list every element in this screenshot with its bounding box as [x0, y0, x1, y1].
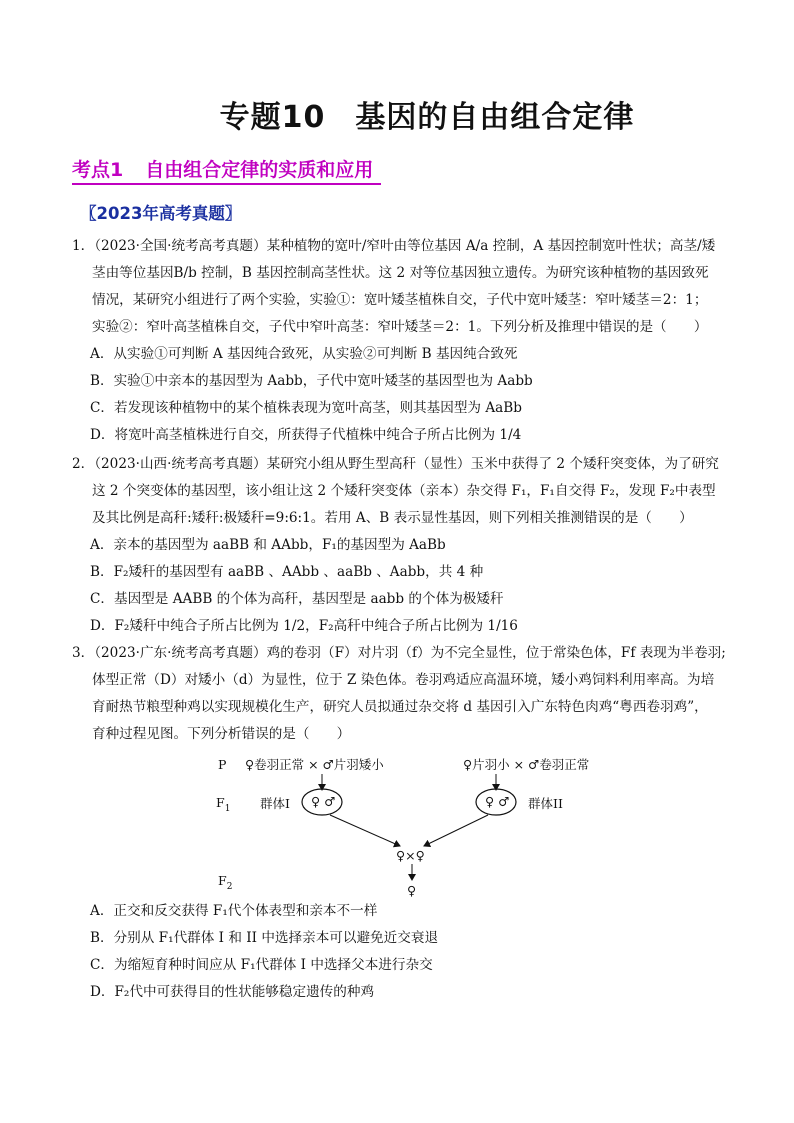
question-3: [72, 640, 732, 748]
question-2: [72, 451, 732, 640]
group-2-label: 群体II: [528, 796, 563, 811]
q3-line-2: 体型正常（D）对矮小（d）为显性，位于 Z 染色体。卷羽鸡适应高温环境，矮小鸡饲料利用率高。为培: [92, 672, 715, 688]
q1-option-c: C．若发现该种植物中的某个植株表现为宽叶高茎，则其基因型为 AaBb: [90, 400, 522, 416]
q1-line-4: 实验②：窄叶高茎植株自交，子代中窄叶高茎：窄叶矮茎＝2：1。下列分析及推理中错误的是（ ）: [92, 319, 708, 335]
p-generation-label: P: [218, 757, 227, 772]
f2-offspring-symbol: ♀: [407, 883, 417, 898]
question-1: [72, 233, 732, 449]
group-1-sexes: ♀ ♂: [311, 794, 336, 809]
question-3-options: [72, 898, 732, 1006]
title-text: 基因的自由组合定律: [355, 100, 635, 135]
q2-option-a: A．亲本的基因型为 aaBB 和 AAbb，F₁的基因型为 AaBb: [90, 537, 446, 553]
group-1-label: 群体I: [260, 796, 290, 811]
kaodian-label: 考点1: [72, 159, 124, 181]
kaodian-text: 自由组合定律的实质和应用: [145, 159, 374, 181]
q1-line-1: 1．（2023·全国·统考高考真题）某种植物的宽叶/窄叶由等位基因 A/a 控制，A 基因控制宽叶性状；高茎/矮: [72, 238, 716, 254]
q2-line-2: 这 2 个突变体的基因型，该小组让这 2 个矮秆突变体（亲本）杂交得 F₁，F₁自交得 F₂，发现 F₂中表型: [92, 483, 716, 499]
q3-option-d: D．F₂代中可获得目的性状能够稳定遗传的种鸡: [90, 984, 375, 1000]
section-title: 〖2023年高考真题〗: [80, 204, 242, 223]
q3-option-c: C．为缩短育种时间应从 F₁代群体 I 中选择父本进行杂交: [90, 957, 433, 973]
q2-option-c: C．基因型是 AABB 的个体为高秆，基因型是 aabb 的个体为极矮秆: [90, 591, 504, 607]
q3-line-4: 育种过程见图。下列分析错误的是（ ）: [92, 726, 351, 742]
group-2-sexes: ♀ ♂: [485, 794, 510, 809]
kaodian-heading: [72, 155, 381, 185]
f2-generation-label: $F_2$: [218, 873, 233, 892]
q2-option-d: D．F₂矮秆中纯合子所占比例为 1/2，F₂高秆中纯合子所占比例为 1/16: [90, 618, 518, 634]
q2-line-3: 及其比例是高秆:矮秆:极矮秆=9:6:1。若用 A、B 表示显性基因，则下列相关推测错误的是（ ）: [92, 510, 693, 526]
arrow-group1-to-f2: [330, 815, 400, 846]
title-number: 专题10: [219, 100, 326, 135]
f1-generation-label: $F_1$: [216, 795, 231, 814]
cross-2-text: ♀片羽小 × ♂卷羽正常: [463, 757, 590, 772]
arrow-group2-to-f2: [424, 815, 488, 846]
q1-line-2: 茎由等位基因B/b 控制，B 基因控制高茎性状。这 2 对等位基因独立遗传。为研究该种植物的基因致死: [92, 265, 709, 281]
q2-option-b: B．F₂矮秆的基因型有 aaBB 、AAbb 、aaBb 、Aabb，共 4 种: [90, 564, 484, 580]
breeding-diagram: [210, 752, 650, 902]
q3-option-b: B．分别从 F₁代群体 I 和 II 中选择亲本可以避免近交衰退: [90, 930, 439, 946]
page-title: [0, 92, 794, 136]
q3-option-a: A．正交和反交获得 F₁代个体表型和亲本不一样: [90, 903, 378, 919]
q3-line-3: 育耐热节粮型种鸡以实现规模化生产，研究人员拟通过杂交将 d 基因引入广东特色肉鸡“粤西卷羽鸡”，: [92, 699, 708, 715]
f1-intercross-text: ♀×♀: [396, 848, 425, 863]
q1-option-d: D．将宽叶高茎植株进行自交，所获得子代植株中纯合子所占比例为 1/4: [90, 427, 522, 443]
q2-line-1: 2．（2023·山西·统考高考真题）某研究小组从野生型高秆（显性）玉米中获得了 2 个矮秆突变体，为了研究: [72, 456, 719, 472]
q1-line-3: 情况，某研究小组进行了两个实验，实验①：宽叶矮茎植株自交，子代中宽叶矮茎：窄叶矮茎＝2：1；: [92, 292, 708, 308]
q1-option-b: B．实验①中亲本的基因型为 Aabb，子代中宽叶矮茎的基因型也为 Aabb: [90, 373, 533, 389]
cross-1-text: ♀卷羽正常 × ♂片羽矮小: [245, 757, 384, 772]
q1-option-a: A．从实验①可判断 A 基因纯合致死，从实验②可判断 B 基因纯合致死: [90, 346, 518, 362]
q3-line-1: 3．（2023·广东·统考高考真题）鸡的卷羽（F）对片羽（f）为不完全显性，位于常染色体，Ff 表现为半卷羽;: [72, 645, 726, 661]
